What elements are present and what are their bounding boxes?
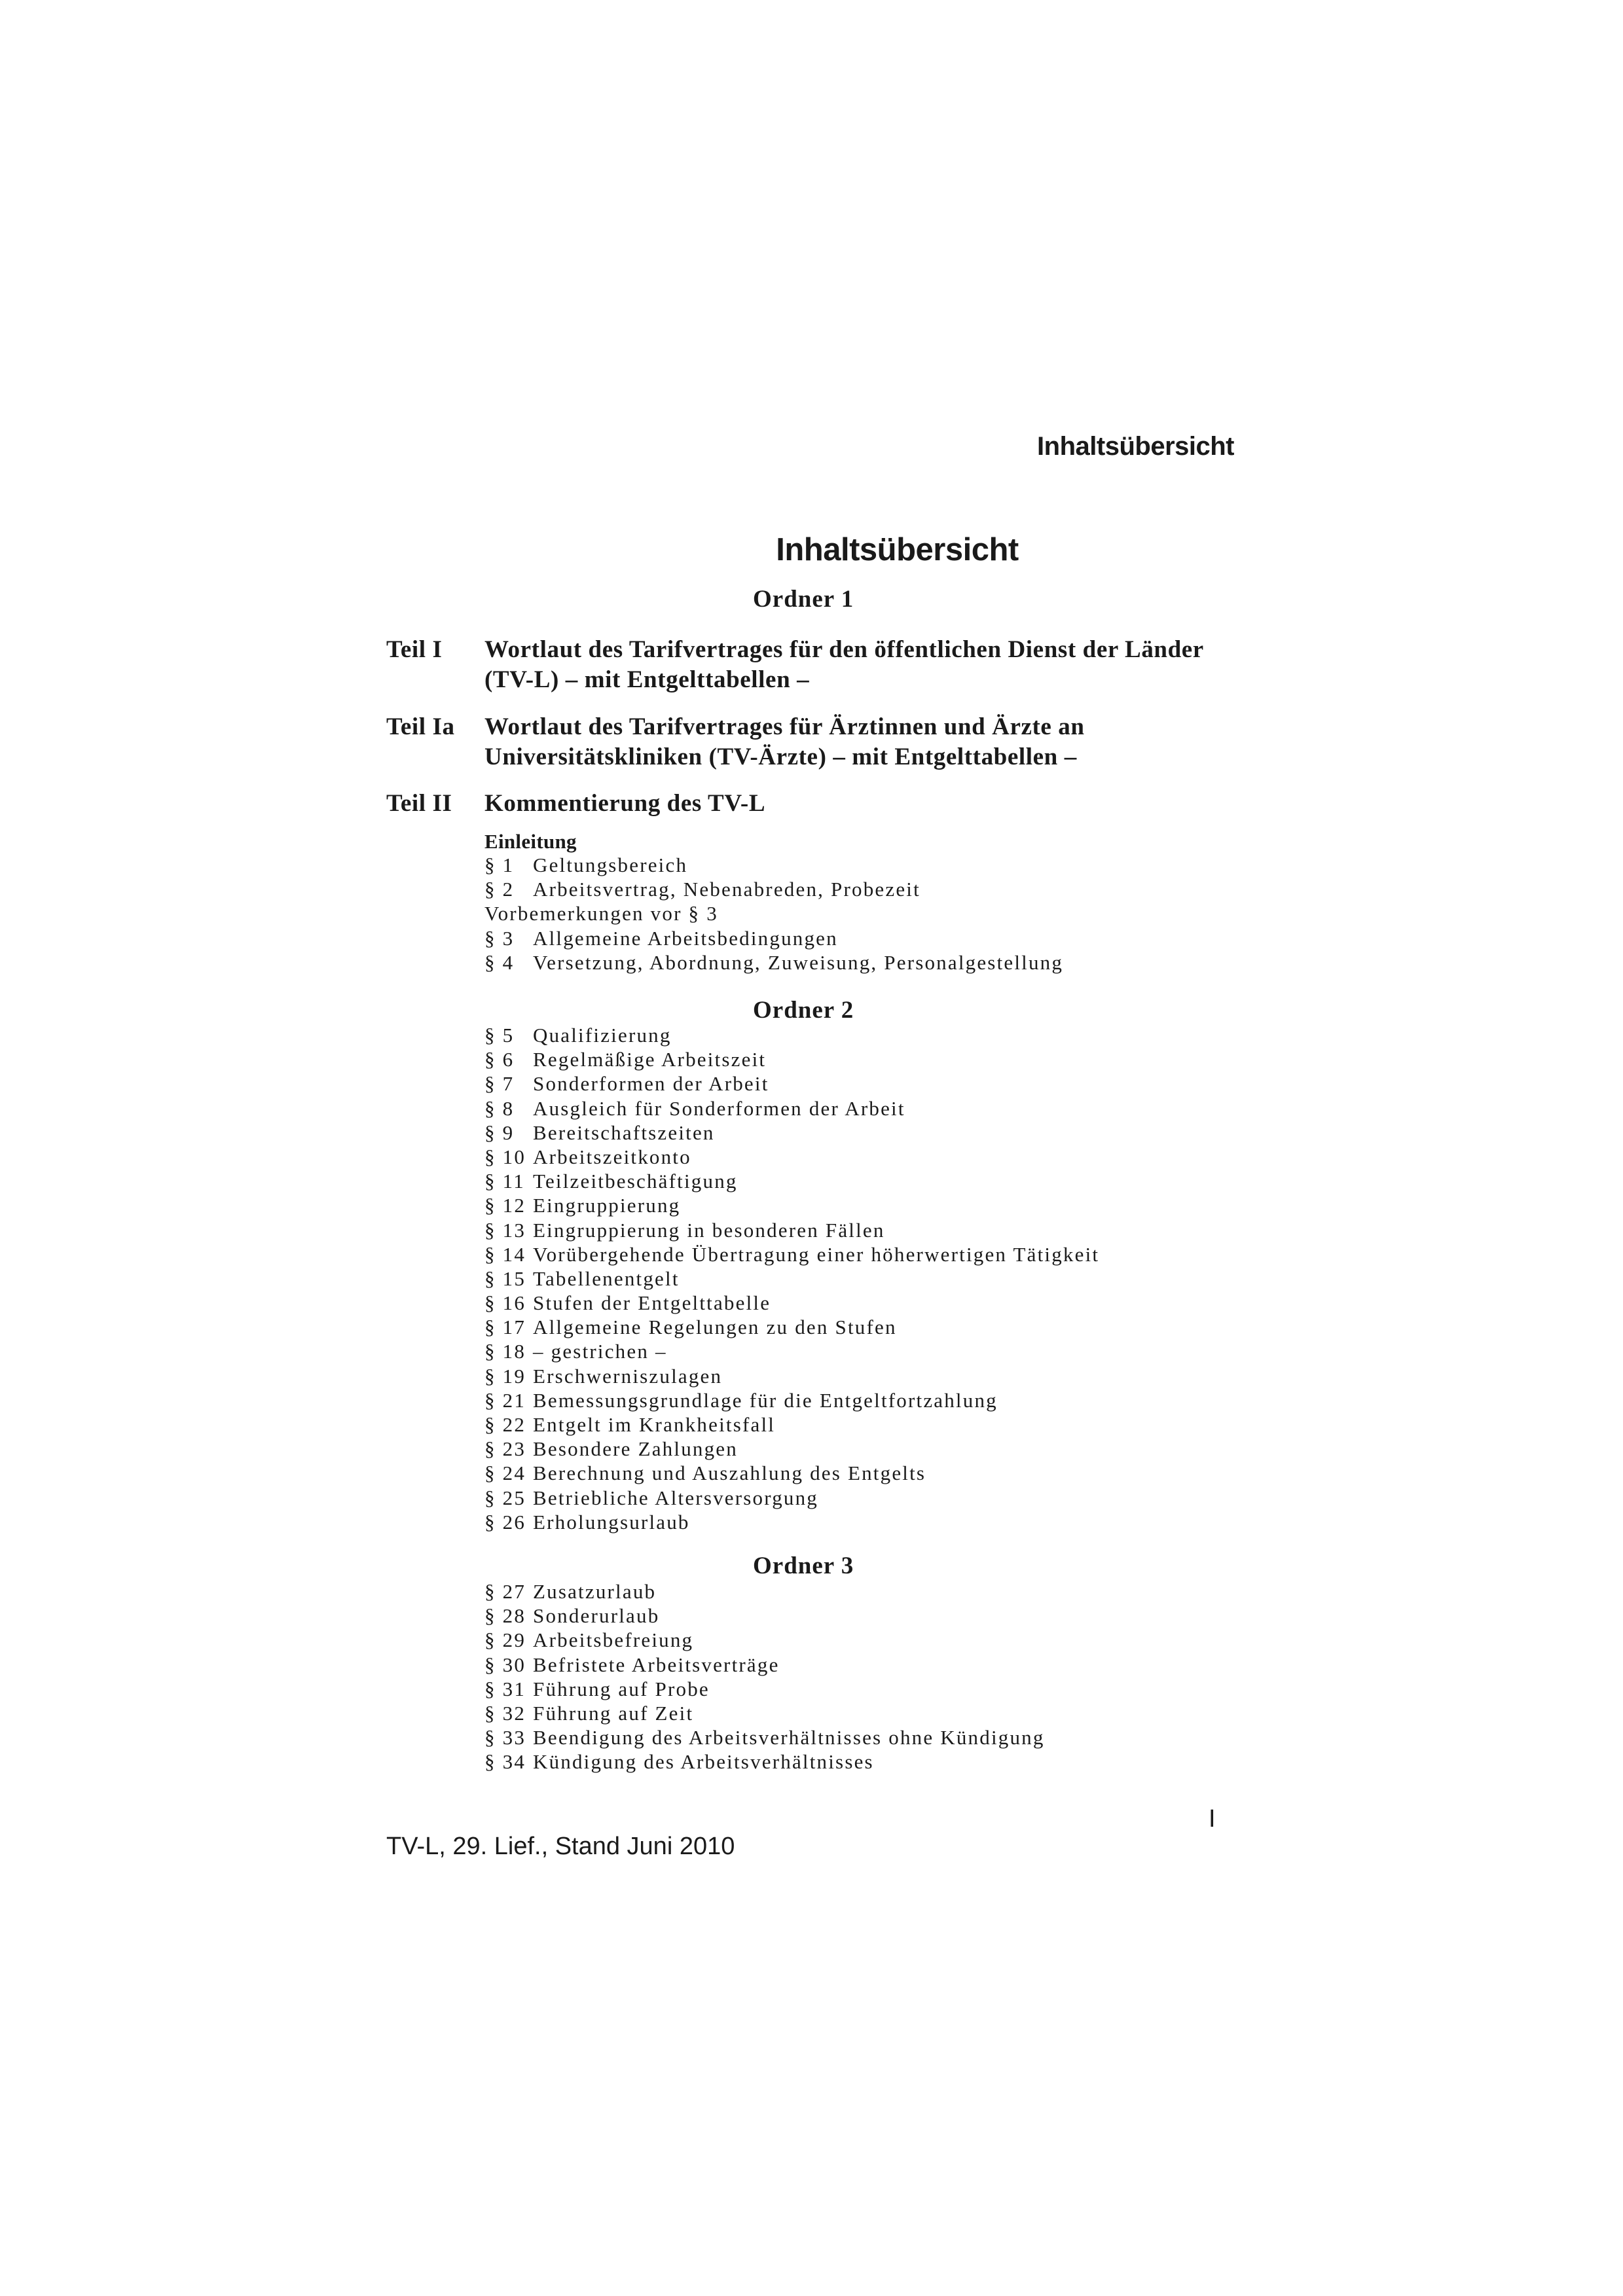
- section-number: § 22: [484, 1413, 526, 1436]
- toc-item: [484, 1315, 1099, 1339]
- section-title: Arbeitsvertrag, Nebenabreden, Probezeit: [533, 878, 921, 901]
- section-number: § 4: [484, 950, 515, 974]
- page-title-text: Inhaltsübersicht: [776, 532, 1019, 567]
- section-list-1: [484, 853, 1063, 975]
- section-title: Sonderurlaub: [533, 1604, 660, 1628]
- section-number: § 23: [484, 1437, 526, 1461]
- toc-item: [484, 1047, 1099, 1071]
- toc-item: [484, 1725, 1045, 1749]
- toc-item: [484, 1749, 1045, 1774]
- toc-item: [484, 1604, 1045, 1628]
- section-number: § 34: [484, 1750, 526, 1774]
- section-title: Betriebliche Altersversorgung: [533, 1486, 818, 1509]
- toc-item: [484, 877, 1063, 901]
- toc-item: [484, 853, 1063, 877]
- teil-title: Wortlaut des Tarifvertrages für Ärztinnen und Ärzte an Universitätskliniken (TV-Ärzte) – mit Entgelttabellen –: [484, 713, 1085, 770]
- section-number: § 28: [484, 1604, 526, 1628]
- section-title: Arbeitsbefreiung: [533, 1628, 694, 1652]
- toc-item: [484, 1145, 1099, 1169]
- section-title: Zusatzurlaub: [533, 1580, 657, 1603]
- section-title: Führung auf Probe: [533, 1677, 710, 1700]
- einleitung-heading: Einleitung: [484, 830, 577, 853]
- section-title: Erholungsurlaub: [533, 1510, 690, 1534]
- section-number: § 26: [484, 1510, 526, 1534]
- section-number: § 32: [484, 1701, 526, 1725]
- section-title: Kündigung des Arbeitsverhältnisses: [533, 1750, 874, 1774]
- section-title: Befristete Arbeitsverträge: [533, 1653, 780, 1676]
- section-title: Allgemeine Arbeitsbedingungen: [533, 926, 838, 950]
- section-number: § 33: [484, 1726, 526, 1749]
- section-number: § 18: [484, 1340, 526, 1363]
- section-number: § 5: [484, 1024, 515, 1047]
- section-number: § 24: [484, 1462, 526, 1485]
- toc-item: [484, 1218, 1099, 1242]
- section-title: Ausgleich für Sonderformen der Arbeit: [533, 1096, 905, 1120]
- section-title: Tabellenentgelt: [533, 1266, 680, 1290]
- section-number: § 13: [484, 1218, 526, 1242]
- toc-item: [484, 1388, 1099, 1412]
- section-title: Sonderformen der Arbeit: [533, 1072, 769, 1096]
- section-title: Allgemeine Regelungen zu den Stufen: [533, 1316, 897, 1339]
- section-number: § 29: [484, 1628, 526, 1652]
- toc-item: [484, 901, 1063, 925]
- section-list-3: [484, 1579, 1045, 1774]
- toc-item: [484, 1193, 1099, 1217]
- toc-item: [484, 1364, 1099, 1388]
- section-number: § 15: [484, 1266, 526, 1290]
- toc-item: [484, 1677, 1045, 1701]
- section-title: Entgelt im Krankheitsfall: [533, 1413, 776, 1436]
- section-title: Eingruppierung in besonderen Fällen: [533, 1218, 885, 1242]
- section-title: Qualifizierung: [533, 1024, 672, 1047]
- toc-item: [484, 1121, 1099, 1145]
- running-head: Inhaltsübersicht: [1037, 432, 1234, 461]
- section-number: § 1: [484, 853, 515, 876]
- ordner-heading-1: Ordner 1: [753, 586, 854, 613]
- ordner-heading-3: Ordner 3: [753, 1552, 854, 1579]
- section-title: Geltungsbereich: [533, 853, 688, 876]
- page-title: [0, 531, 1623, 568]
- section-title: Stufen der Entgelttabelle: [533, 1291, 771, 1315]
- section-title: Eingruppierung: [533, 1194, 681, 1217]
- toc-item: [484, 1291, 1099, 1315]
- section-title: Regelmäßige Arbeitszeit: [533, 1048, 767, 1071]
- section-title: Beendigung des Arbeitsverhältnisses ohne Kündigung: [533, 1726, 1045, 1749]
- section-number: § 14: [484, 1242, 526, 1266]
- page-number: I: [1209, 1805, 1216, 1833]
- section-title: Teilzeitbeschäftigung: [533, 1170, 738, 1193]
- section-title: – gestrichen –: [533, 1340, 667, 1363]
- section-number: § 9: [484, 1121, 515, 1144]
- section-number: § 30: [484, 1653, 526, 1676]
- section-number: § 27: [484, 1580, 526, 1603]
- toc-item: [484, 1510, 1099, 1534]
- toc-item: [484, 1169, 1099, 1193]
- section-number: § 19: [484, 1364, 526, 1388]
- section-title: Berechnung und Auszahlung des Entgelts: [533, 1462, 926, 1485]
- section-title: Erschwerniszulagen: [533, 1364, 723, 1388]
- toc-item: [484, 950, 1063, 975]
- section-number: § 2: [484, 878, 515, 901]
- section-number: § 10: [484, 1145, 526, 1168]
- section-title: Bereitschaftszeiten: [533, 1121, 715, 1144]
- section-title: Arbeitszeitkonto: [533, 1145, 691, 1168]
- section-title: Bemessungsgrundlage für die Entgeltfortzahlung: [533, 1388, 998, 1412]
- toc-item: [484, 1023, 1099, 1047]
- toc-item: [484, 1266, 1099, 1291]
- section-number: § 6: [484, 1048, 515, 1071]
- section-title: Vorbemerkungen vor § 3: [484, 902, 718, 925]
- toc-item: [484, 1653, 1045, 1677]
- section-number: § 16: [484, 1291, 526, 1315]
- section-number: § 11: [484, 1170, 525, 1193]
- toc-item: [484, 1412, 1099, 1437]
- ordner-heading-2: Ordner 2: [753, 997, 854, 1024]
- section-title: Vorübergehende Übertragung einer höherwertigen Tätigkeit: [533, 1242, 1100, 1266]
- section-title: Besondere Zahlungen: [533, 1437, 738, 1461]
- teil-label: Teil II: [386, 790, 452, 817]
- teil-title: Wortlaut des Tarifvertrages für den öffentlichen Dienst der Länder (TV-L) – mit Entgelttabellen –: [484, 636, 1204, 693]
- section-list-2: [484, 1023, 1099, 1534]
- toc-item: [484, 1242, 1099, 1266]
- toc-item: [484, 1701, 1045, 1725]
- footer-edition: TV-L, 29. Lief., Stand Juni 2010: [386, 1833, 735, 1860]
- section-number: § 21: [484, 1388, 526, 1412]
- toc-item: [484, 1339, 1099, 1363]
- section-number: § 25: [484, 1486, 526, 1509]
- section-number: § 3: [484, 926, 515, 950]
- teil-label: Teil I: [386, 636, 443, 663]
- teil-label: Teil Ia: [386, 713, 455, 740]
- toc-item: [484, 926, 1063, 950]
- teil-title: Kommentierung des TV-L: [484, 790, 766, 817]
- section-title: Versetzung, Abordnung, Zuweisung, Personalgestellung: [533, 950, 1064, 974]
- toc-item: [484, 1096, 1099, 1121]
- section-number: § 8: [484, 1096, 515, 1120]
- section-number: § 17: [484, 1316, 526, 1339]
- section-number: § 7: [484, 1072, 515, 1096]
- toc-item: [484, 1437, 1099, 1461]
- section-number: § 31: [484, 1677, 526, 1700]
- toc-item: [484, 1071, 1099, 1096]
- section-number: § 12: [484, 1194, 526, 1217]
- toc-item: [484, 1579, 1045, 1604]
- toc-item: [484, 1628, 1045, 1652]
- toc-item: [484, 1461, 1099, 1485]
- toc-item: [484, 1486, 1099, 1510]
- section-title: Führung auf Zeit: [533, 1701, 694, 1725]
